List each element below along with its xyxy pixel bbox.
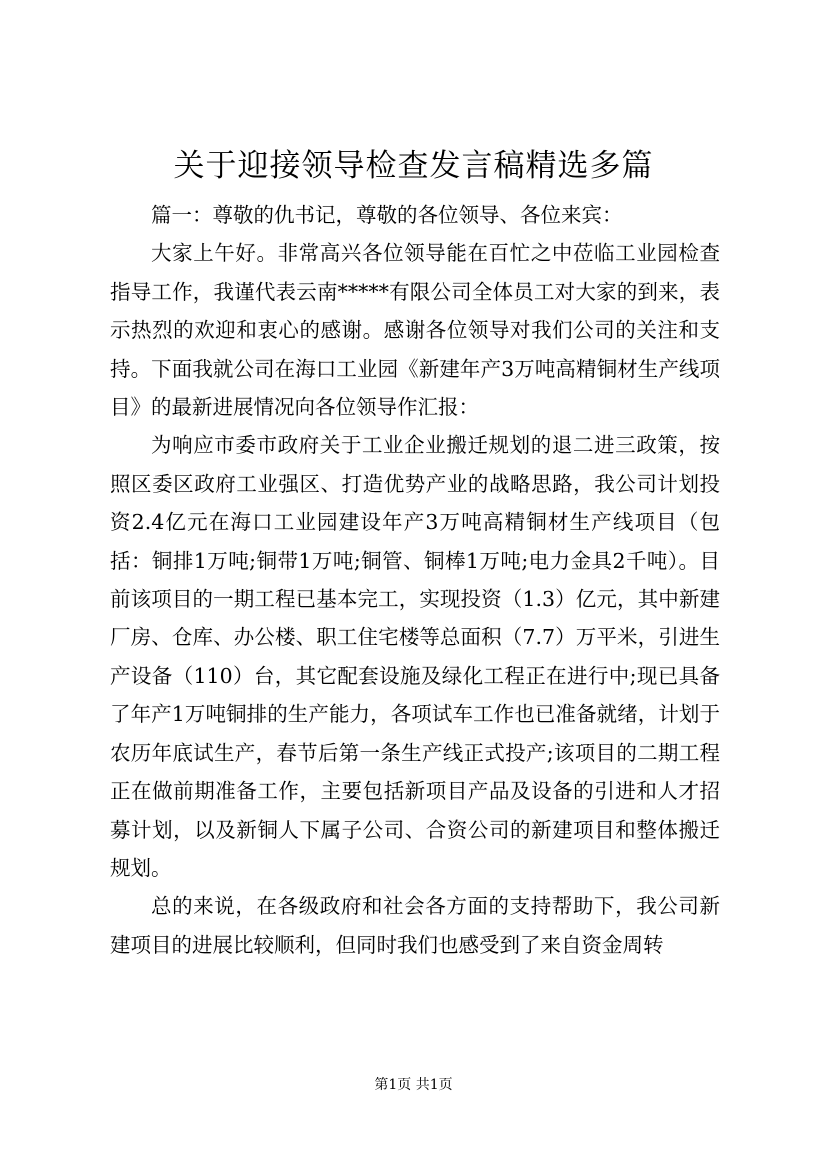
document-body (110, 196, 720, 964)
paragraph-welcome: 大家上午好。非常高兴各位领导能在百忙之中莅临工业园检查指导工作，我谨代表云南*****有限公司全体员工对大家的到来，表示热烈的欢迎和衷心的感谢。感谢各位领导对我们公司的关注和支持。下面我就公司在海口工业园《新建年产3万吨高精铜材生产线项目》的最新进展情况向各位领导作汇报： (110, 241, 720, 420)
page-footer: 第1页 共1页 (374, 1077, 453, 1093)
paragraph-greeting: 篇一：尊敬的仇书记，尊敬的各位领导、各位来宾： (151, 203, 623, 227)
paragraph-project-progress: 为响应市委市政府关于工业企业搬迁规划的退二进三政策，按照区委区政府工业强区、打造优势产业的战略思路，我公司计划投资2.4亿元在海口工业园建设年产3万吨高精铜材生产线项目（包括：铜排1万吨;铜带1万吨;铜管、铜棒1万吨;电力金具2千吨）。目前该项目的一期工程已基本完工，实现投资（1.3）亿元，其中新建厂房、仓库、办公楼、职工住宅楼等总面积（7.7）万平米，引进生产设备（110）台，其它配套设施及绿化工程正在进行中;现已具备了年产1万吨铜排的生产能力，各项试车工作也已准备就绪，计划于农历年底试生产，春节后第一条生产线正式投产;该项目的二期工程正在做前期准备工作，主要包括新项目产品及设备的引进和人才招募计划，以及新铜人下属子公司、合资公司的新建项目和整体搬迁规划。 (110, 433, 720, 880)
paragraph-summary: 总的来说，在各级政府和社会各方面的支持帮助下，我公司新建项目的进展比较顺利，但同时我们也感受到了来自资金周转 (110, 894, 720, 957)
document-title: 关于迎接领导检查发言稿精选多篇 (173, 148, 654, 184)
